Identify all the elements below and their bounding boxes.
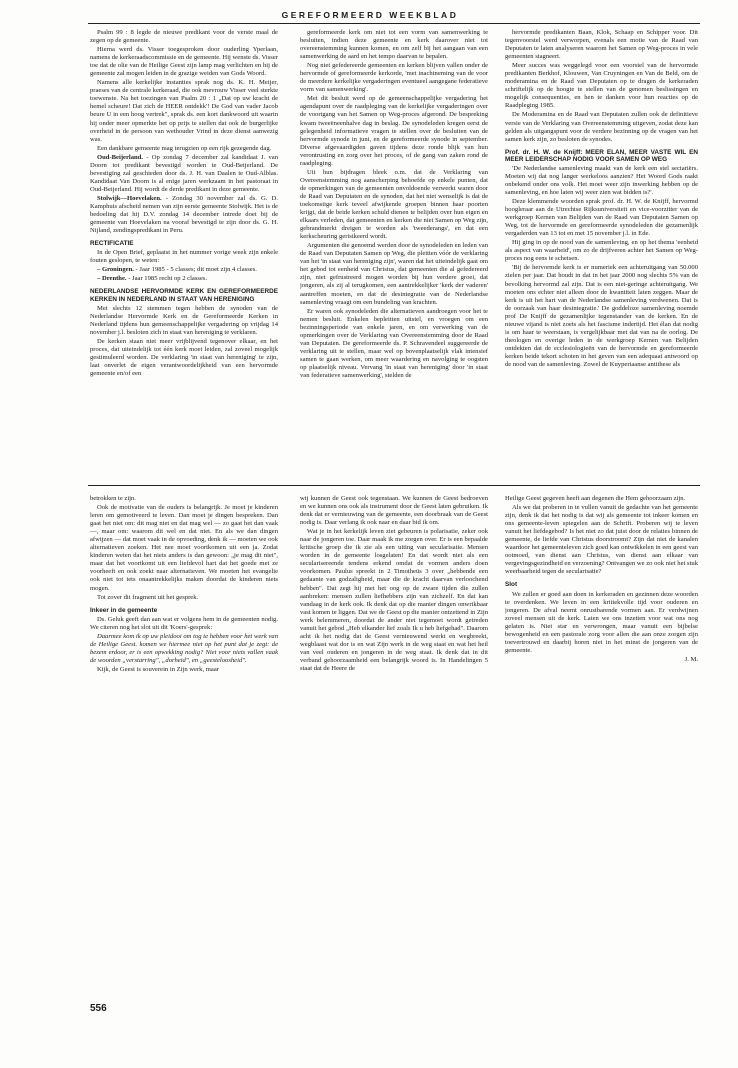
- body-paragraph: De Moderamina en de Raad van Deputaten zullen ook de definitieve versie van de Verklaring van Overeenstemming uitgeven, zodat deze kan gelden als uitgangspunt voor de verdere bezinning op de vragen van het samen kerk zijn, zo besloten de synodes.: [505, 111, 698, 143]
- body-paragraph: Met dit besluit werd op de gemeenschappelijke vergadering het agendapunt over de raadpleging van de kerkelijke vergaderingen over de voortgang van het Samen op Weg-proces afgerond. De bespreking kwam tweeëneenhalve dag in beslag. De synodeleden kregen eerst de gelegenheid informatieve vragen te stellen over de besluiten van de hervormde synode in juni, en de gereformeerde synode in september. Diverse afgevaardigden gaven tijdens deze ronde blijk van hun verontrusting en zorg over het proces, of de gang van zaken rond de raadpleging.: [300, 95, 488, 167]
- body-paragraph: Een dankbare gemeente mag terugzien op een rijk gezegende dag.: [97, 144, 272, 152]
- news-item-lead: Oud-Beijerland.: [97, 153, 143, 161]
- news-item-lead: – Groningen.: [97, 266, 134, 274]
- body-paragraph: Namens alle kerkelijke instanties sprak nog ds. K. H. Meijer, praeses van de centrale kerkeraad, die ook mevrouw Visser veel sterkte toewenste. Na het toezingen van Psalm 20 : 1 „Dat op uw kracht de hemel scheure! Dat zich de HEER ontdekk'! De God van vader Jacob beure U in een hoog vertrek", sprak ds. een kort dankwoord uit waarin hij onder meer opmerkte het op prijs te stellen dat ook de burgerlijke overheid in de persoon van wethouder Vrind in deze dienst aanwezig was.: [90, 79, 278, 143]
- body-paragraph: hervormde predikanten Baan, Klok, Schaap en Schipper voor. Dit tegenvoorstel werd verworpen, evenals een motie van de Raad van Deputaten te laten analyseren waarom het Samen op Weg-proces in vele gemeenten stagneert.: [505, 29, 698, 61]
- running-head: GEREFORMEERD WEEKBLAD: [281, 10, 459, 20]
- lower-column-2: [300, 495, 488, 910]
- lower-column-1: [90, 495, 278, 910]
- news-item: [90, 195, 278, 235]
- upper-column-3: [505, 29, 698, 477]
- body-paragraph: Psalm 99 : 8 legde de nieuwe predikant voor de verste maal de zegen op de gemeente.: [90, 29, 278, 45]
- body-paragraph: We zullen er goed aan doen in kerkeraden en gezinnen deze woorden te overdenken. We leven in een kritiekvolle tijd voor ouderen en jongeren. De afval neemt onrustbarende vormen aan. Er verdwijnen zoveel mensen uit de kerk. Laten we ons inzetten voor wat ons nog gelaten is. Niet star en verwrongen, maar vanuit een bijbelse bewogenheid en een pastorale zorg voor allen die aan onze zorgen zijn toevertrouwd en daarbij horen niet in het minst de jongeren van de gemeente.: [505, 590, 698, 654]
- body-paragraph: gereformeerde kerk om niet tot een vorm van samenwerking te besluiten, indien deze gemeente en kerk daarover niet tot overeenstemming kunnen komen, en om zelf bij het aangaan van een samenwerking de aard en het tempo daarvan te bepalen.: [300, 29, 488, 61]
- body-paragraph: Heilige Geest gegeven heeft aan degenen die Hem gehoorzaam zijn.: [505, 495, 686, 502]
- body-paragraph: Er waren ook synodeleden die alternatieven aandroegen voor het te nemen besluit. Enkelen bepleitten uitstel, en vroegen om een bezinningsperiode van enkele jaren, en om verwerking van de opmerkingen over de Verklaring van Overeenstemming door de Raad van Deputaten. De gereformeerde ds. P. Schravendeel suggereerde de verklaring uit te stellen, maar wel op bovenplaatselijk vlak intensief samen te gaan werken, om meer waardering en navolging te oogsten op plaatselijk niveau. Vervang 'in staat van hereniging' door 'in staat van federatieve samenwerking', stelden de: [300, 307, 488, 379]
- body-paragraph: Ds. Geluk geeft dan aan wat er volgens hem in de gemeenten nodig. We citeren nog het slot uit dit 'Koers'-gesprek:: [90, 615, 278, 631]
- body-paragraph: Wat je in het kerkelijk leven ziet gebeuren is polarisatie, zeker ook naar de jongeren toe. Daar maak ik me zorgen over. Er is een bepaalde kritische groep die ik zie als een uiting van secularisatie. Mensen worden in de gemeente losgelaten! En dat wordt niet als een secularisereende tendens erkend omdat de vormen anders doen voorkomen. Paulus spreekt in 2 Timotheüs 3 over „hebbende een gedaante van godzaligheid, maar die de kracht daarvan verloochend hebben". Dat zegt hij met het oog op de zware tijden die zullen aanbreken: mensen zullen liefhebbers zijn van zichzelf. En dat kan vandaag in de kerk ook. Ik denk dat op die manier dingen onwrikbaar vast komen te liggen. Dat we de Geest op die manier ontzettend in Zijn werk belemmeren, doordat de ander niet tegemoet wordt getreden vanuit het gebod „Heb elkander lief zoals Ik u heb liefgehad". Daarom acht ik het nodig dat de Geest vernieuwend werkt en wegbreekt, wegblaast wat dor is en wat Zijn werk in de weg staat en wat het heil van veel ouderen en jongeren in de weg staat. Ik denk dat in dit verband gehoorzaamheid een belangrijk woord is. In Handelingen 5 staat dat de Heere de: [300, 528, 488, 672]
- body-paragraph: Hij ging in op de nood van de samenleving, en op het thema 'eenheid als aspect van waarheid', om zo de drijfveren achter het Samen op Weg-proces nog eens te schetsen.: [505, 239, 698, 263]
- body-paragraph: Deze klemmende woorden sprak prof. dr. H. W. de Knijff, hervormd hoogleraar aan de Utrechtse Rijksuniversiteit en vice-voorzitter van de werkgroep Kernen van Belijden van de Raad van Deputaten Samen op Weg, tot de hervormde en gereformeerde synodeleden die gezamenlijk vergaderden van 13 tot en met 15 november j.l. in Ede.: [505, 198, 698, 238]
- body-paragraph: Met slechts 12 stemmen tegen hebben de synoden van de Nederlandse Hervormde Kerk en de Gereformeerde Kerken in Nederland tijdens hun gemeenschappelijke vergadering op vrijdag 14 november j.l. besloten zich in staat van hereniging te verklaren.: [90, 304, 278, 336]
- news-item-text: - Jaar 1985 - 5 classes; dit moet zijn 4 classes.: [133, 266, 257, 274]
- lower-column-3: [505, 495, 698, 910]
- body-paragraph: De kerken staan niet meer vrijblijvend tegenover elkaar, en het proces, dat uiteindelijk tot één kerk moet leiden, zal zoveel mogelijk gestimuleerd worden. De verklaring 'in staat van hereniging' te zijn, laat onverlet de eigen verantwoordelijkheid van een hervormde gemeente en/of een: [90, 337, 278, 377]
- upper-column-1: [90, 29, 278, 477]
- section-heading: RECTIFICATIE: [90, 240, 134, 248]
- body-paragraph: Hierna werd ds. Visser toegesproken door ouderling Yperlaan, namens de kerkeraadscommissie en de gemeente. Hij wenste ds. Visser toe dat de olie van de Heilige Geest zijn lamp mag verlichten en hij de gemeente zal mogen leiden in de grazige weiden van Gods Woord.: [90, 46, 278, 78]
- news-item-lead: – Drenthe.: [97, 275, 127, 283]
- section-heading: Slot: [505, 581, 518, 589]
- body-paragraph: wij kunnen de Geest ook tegenstaan. We kunnen de Geest bedroeven en we kunnen ons ook als instrument door de Geest laten gebruiken. Ik denk dat er vernieuwing van de gemeente, een doorbraak van de Geest nodig is. Daar verlang ik ook naar en daar bid ik om.: [300, 495, 488, 527]
- interview-question: Daarmee kom ik op uw pleidooi om tog te hebben voor het werk van de Heilige Geest. komen we hiermee niet op het punt dat je zegt: de bezem erdoor, er is een opwekking nodig? Niet voor niets vallen vaak de woorden „verstarring", „dorheid", en „geesteloosheid".: [90, 632, 278, 664]
- news-item: [90, 275, 278, 283]
- news-item-text: - Op zondag 7 december zal kandidaat J. van Doorn tot predikant bevestigd worden te Oud-Beijerland. De bevestiging zal geschieden door ds. J. H. van Daalen te Oud-Alblas. Kandidaat Van Doorn is al enige jaren werkzaam in het pastoraat in Oud-Beijerland. Hij wordt de derde predikant in deze gemeente.: [90, 153, 278, 193]
- page-number: 556: [90, 1003, 107, 1014]
- body-paragraph: Argumenten die genoemd werden door de synodeleden en leden van de Raad van Deputaten Samen op Weg, die pleitten vóór de verklaring van het 'in staat van hereniging zijn', waren dat het uiteindelijk gaat om het gebod tot eenheid van Christus, dat gemeenten die al gefedereerd zijn, niet gefrustreerd mogen worden bij hun verdere groei, dat jongeren, als zij al terugkomen, een aantrekkelijker 'kerk der vaderen' aantreffen moeten, en dat de desintegratie van de Nederlandse samenleving vraagt om een bundeling van krachten.: [300, 242, 488, 306]
- news-item-text: - Zondag 30 november zal ds. G. D. Kamphuis afscheid nemen van zijn eerste gemeente Stolwijk. Het is de bedoeling dat hij D.V. zondag 14 december intrede doet bij de gemeente van Hoevelaken na vooraf bevestigd te zijn door ds. G. H. Nijland, zendingspredikant in Peru.: [90, 194, 278, 235]
- body-paragraph: betrokken te zijn.: [90, 495, 136, 502]
- body-paragraph: Ook de motivatie van de ouders is belangrijk. Je moet je kinderen leren om gemotiveerd te leven. Dan moet je dingen bespreken. Dan gaat het niet om: dit mag niet en dat mag wel — zo gaat het dan vaak —, maar om: waarom dit wel en dat niet. En als we dan dingen afwijzen — dat moet vaak in de opvoeding, denk ik — moeten we ook alternatieven zoeken. Het nee moet voortkomen uit een ja. Zodat kinderen weten dat het niets anders is dan gewoon: „je mag dit niet", maar dat het voortkomt uit een liefdevol hart dat het goede met ze voorheeft en ook zoekt naar alternatieven. We moeten het evangelie ook niet tot iets onaantrekkelijks maken doordat de kinderen niets mogen.: [90, 504, 278, 592]
- body-paragraph: Kijk, de Geest is souverein in Zijn werk, maar: [97, 665, 219, 673]
- news-item: [90, 266, 278, 274]
- section-heading: Prof. dr. H. W. de Knijff: MEER ELAN, MEER VASTE WIL EN MEER LEIDERSCHAP NODIG VOOR SAMEN OP WEG: [505, 148, 698, 164]
- body-paragraph: Uit hun bijdragen bleek o.m. dat de Verklaring van Overeenstemming nog aanscherping behoefde op enkele punten, dat de opmerkingen van de gemeenten onvoldoende verwerkt waren door de Raad van Deputaten en de synoden, dat het niet wenselijk is dat de toekomstige kerk teveel afwijkende groepen binnen haar poorten krijgt, dat de beide kerken schuld dienen te belijden over hun eigen en elkaars verleden, dat gemeenten en kerken die niet Samen op Weg zijn, gebrandmerkt dreigen te worden als 'tweederangs', en dat een kerkscheuring gerisikeerd wordt.: [300, 168, 488, 241]
- section-heading: NEDERLANDSE HERVORMDE KERK EN GEREFORMEERDE KERKEN IN NEDERLAND IN STAAT VAN HERENIGING: [90, 288, 278, 303]
- upper-column-2: [300, 29, 488, 477]
- body-paragraph: Meer succes was weggelegd voor een voorstel van de hervormde predikanten Berkhof, Klouwen, Van Cruyningen en Van de Beld, om de moderamina en de Raad van Deputaten op te dragen de kerkeraden schriftelijk op de hoogte te stellen van de genomen beslissingen en mogelijk consequenties, en hen te danken voor hun reacties op de Raadpleging 1985.: [505, 62, 698, 110]
- author-initials: J. M.: [684, 655, 698, 663]
- body-paragraph: 'Bij de hervormde kerk is er numeriek een achteruitgang van 50.000 zielen per jaar. Dat houdt in dat in het jaar 2000 nog slechts 5% van de bevolking hervormd zal zijn. Dat is een niet-geringe achteruitgang. We moeten ons echter niet alleen door de kwantiteit laten zeggen. Maar de kerk is uit het hart van de Nederlandse samenleving verdwenen. Dat is de oorzaak van haar desintegratie.' De goddeloze samenleving noemde prof De Knijff de gezamenlijke tegenstander van de kerken. En de nieuwe vijand is niet zoets als het fascisme indertijd. Het élan dat nodig is om haar te weerstaan, is vergelijkbaar met dat van na de oorlog. De theologen en overige leden in de werkgroep Kernen van Belijden ontdekten dat de ecclesiologieën van de hervormde en gereformeerde kerken beide tekort schoten in het geven van een adequaat antwoord op de nood van de samenleving. Zowel de Kuyperiaanse antithese als: [505, 264, 698, 368]
- news-item: [90, 154, 278, 194]
- body-paragraph: Tot zover dit fragment uit het gesprek.: [97, 593, 199, 601]
- section-rule: [88, 485, 700, 486]
- header-rule: [88, 23, 700, 24]
- body-paragraph: In de Open Brief, geplaatst in het nummer vorige week zijn enkele fouten geslopen, te weten:: [90, 249, 278, 265]
- body-paragraph: Nog niet gefedereerde gemeenten en kerken blijven vallen onder de hervormde of gereformeerde kerkorde, 'met inachtneming van de voor de meerdere kerkelijke vergaderingen eventueel aangegane federatieve vorm van samenwerking'.: [300, 62, 488, 94]
- body-paragraph: Als we dat proberen in te vullen vanuit de gedachte van het gemeente zijn, denk ik dat het nodig is dat wij als gemeente tot inkeer komen en ons gemeente-leven spiegelen aan de Schrift. Proberen wij te leven vanuit het liefdegebod? Is het niet zo dat juist door de relaties binnen de gemeente, de liefde van Christus doorstroomt? Zijn dat niet de kanalen waardoor het gemeenteleven zich goed kan ontwikkelen in een geest van ootmoed, van dienst aan Christus, van dienst aan elkaar van vergevingsgezindheid en verzoening? Ontvangen we zo ook niet het stuk weerbaarheid tegen de secularisatie?: [505, 504, 698, 576]
- section-heading: Inkeer in de gemeente: [90, 606, 158, 614]
- news-item-text: - Jaar 1985 recht op 2 classes.: [126, 275, 208, 283]
- body-paragraph: 'De Nederlandse samenleving maakt van de kerk een stel sectariërs. Moeten wij dat nog langer werkeloos aanzien? Het Woord Gods raakt onbekend onder ons volk. Het moet weer zijn inwerking hebben op de samenleving, en hoe laten wij weer zien wat bidden is?'.: [505, 164, 698, 196]
- news-item-lead: Stolwijk—Hoevelaken.: [97, 194, 162, 202]
